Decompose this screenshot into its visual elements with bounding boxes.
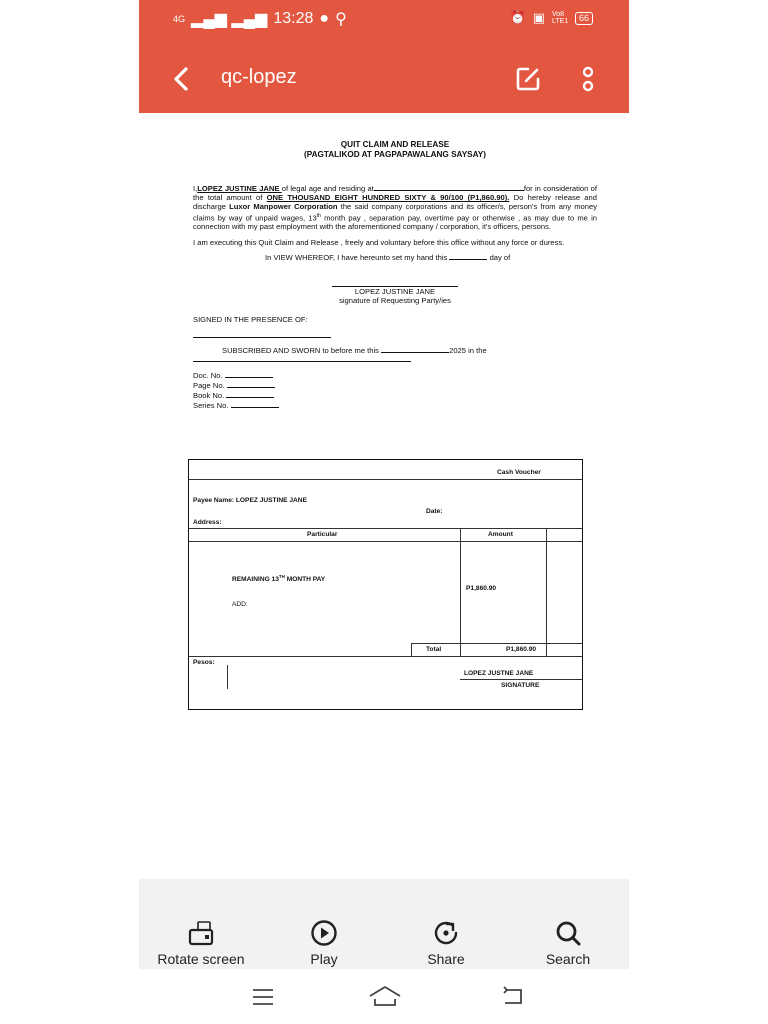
signal-icon: ▂▄▆ ▂▄▆ — [191, 11, 268, 28]
share-icon — [432, 919, 460, 947]
cash-voucher — [188, 459, 583, 710]
sworn-line: SUBSCRIBED AND SWORN to before me this 2025 in the — [222, 345, 487, 355]
total-label: Total — [426, 646, 442, 653]
total-amount: P1,860.90 — [506, 646, 537, 653]
phone-screen — [139, 0, 629, 1024]
address-label: Address: — [193, 519, 222, 526]
bottom-toolbar — [139, 879, 629, 969]
vibrate-icon: ▣ — [532, 10, 545, 25]
date-label: Date: — [426, 508, 443, 515]
add-label: ADD: — [232, 601, 248, 608]
status-time: 13:28 — [273, 10, 314, 27]
sworn-place-line — [193, 361, 411, 362]
presence-label: SIGNED IN THE PRESENCE OF: — [193, 315, 308, 325]
amount-in-words: ONE THOUSAND EIGHT HUNDRED SIXTY & 90/100 (P1,860.90). — [266, 193, 510, 203]
text-cursor — [227, 665, 228, 689]
residence-blank — [374, 183, 524, 191]
rotate-screen-icon — [187, 919, 215, 947]
col-amount: Amount — [488, 531, 513, 538]
back-nav-icon[interactable] — [501, 986, 525, 1006]
voucher-item: REMAINING 13TH MONTH PAY — [232, 574, 326, 584]
rotate-screen-label: Rotate screen — [157, 951, 245, 967]
search-icon — [554, 919, 582, 947]
play-label: Play — [310, 951, 338, 967]
network-indicator: 4G — [173, 13, 186, 24]
signature-label: SIGNATURE — [501, 682, 540, 689]
claimant-name: LOPEZ JUSTINE JANE — [197, 184, 282, 193]
app-bar — [139, 0, 629, 113]
play-button[interactable] — [269, 919, 379, 967]
lte-indicator: Vo8 LTE1 — [551, 11, 569, 25]
play-icon — [310, 919, 338, 947]
signatory-name: LOPEZ JUSTINE JANE — [354, 286, 436, 296]
doc-title-line2: (PAGTALIKOD AT PAGPAPAWALANG SAYSAY) — [304, 150, 486, 159]
person-icon: ⚲ — [335, 11, 347, 28]
item-amount: P1,860.90 — [466, 585, 497, 592]
edit-icon[interactable] — [515, 66, 541, 92]
back-arrow-icon[interactable] — [167, 64, 197, 94]
more-options-icon[interactable] — [581, 66, 595, 94]
chat-icon: ● — [319, 10, 330, 27]
doc-title-line1: QUIT CLAIM AND RELEASE — [340, 140, 450, 149]
search-button[interactable] — [513, 919, 623, 967]
search-label: Search — [545, 951, 591, 967]
signatory-caption: signature of Requesting Party/ies — [339, 296, 451, 306]
document-page — [193, 140, 597, 411]
status-bar-left — [173, 9, 347, 29]
system-nav-bar — [139, 969, 629, 1024]
menu-icon[interactable] — [251, 987, 275, 1007]
share-button[interactable] — [391, 919, 501, 967]
company-name: Luxor Manpower Corporation — [229, 202, 338, 212]
voucher-header: Cash Voucher — [497, 469, 541, 476]
notary-details: Doc. No. Page No. Book No. Series No. — [193, 370, 597, 411]
voluntary-paragraph: I am executing this Quit Claim and Release , freely and voluntary before this office without any force or duress. — [193, 237, 565, 247]
rotate-screen-button[interactable] — [146, 919, 256, 967]
witness-line — [193, 337, 331, 338]
battery-indicator: 66 — [575, 12, 593, 25]
alarm-icon: ⏰ — [509, 10, 526, 25]
whereof-line: In VIEW WHEREOF, I have hereunto set my hand this day of — [265, 252, 511, 262]
payee-name: Payee Name: LOPEZ JUSTINE JANE — [193, 497, 307, 504]
col-particular: Particular — [307, 531, 338, 538]
share-label: Share — [427, 951, 465, 967]
document-title: qc-lopez — [221, 66, 297, 88]
release-paragraph: I,LOPEZ JUSTINE JANE of legal age and residing at for in consideration of the total amount of ONE THOUSAND EIGHT HUNDRED SIXTY & 90/100 (P1,860.90). Do hereby release and discharge Luxor Manpower Corporation the said company corporations and its officer/s, person's from any money claims by way of unpaid wages, 13th month pay , separation pay, overtime pay or otherwise , as may due to me in connection with my past employment with the aforementioned company / corporation, it's officers, persons. — [193, 184, 598, 232]
pesos-label: Pesos: — [193, 659, 215, 666]
home-icon[interactable] — [368, 985, 402, 1007]
status-bar-right — [510, 10, 594, 26]
voucher-signatory: LOPEZ JUSTNE JANE — [464, 670, 534, 677]
